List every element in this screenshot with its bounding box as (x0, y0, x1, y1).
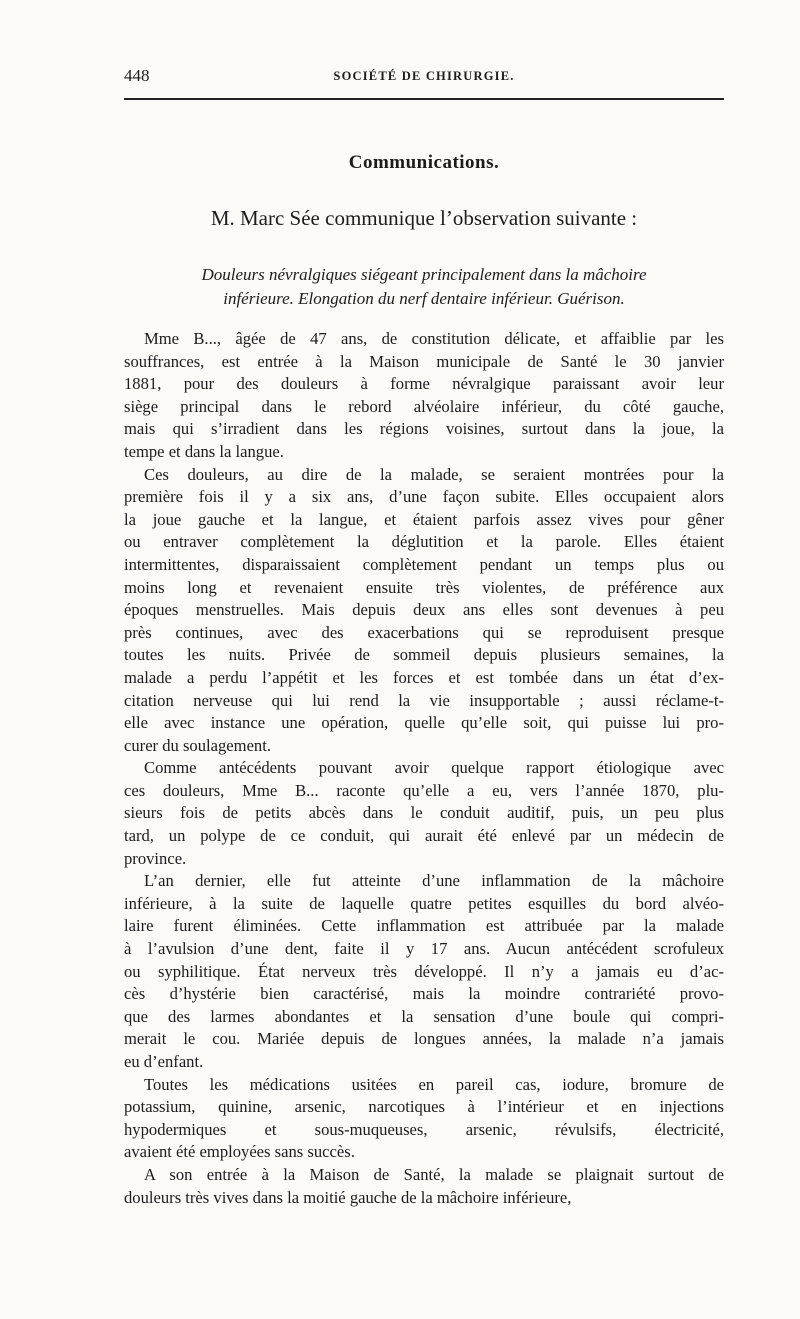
text-line: eu d’enfant. (124, 1052, 204, 1071)
body-text (124, 328, 724, 1209)
text-line: hypodermiques et sous-muqueuses, arsenic, révulsifs, électricité, (124, 1119, 724, 1139)
text-line: merait le cou. Mariée depuis de longues années, la malade n’a jamais (124, 1029, 724, 1049)
text-line: malade a perdu l’appétit et les forces et est tombée dans un état d’ex- (124, 667, 724, 687)
text-line: tard, un polype de ce conduit, qui aurait été enlevé par un médecin de (124, 826, 724, 846)
paragraph (124, 1164, 724, 1209)
paragraph (124, 757, 724, 870)
case-title-line: inférieure. Elongation du nerf dentaire inférieur. Guérison. (223, 289, 625, 308)
text-line: Comme antécédents pouvant avoir quelque rapport étiologique avec (144, 758, 724, 778)
text-line: la joue gauche et la langue, et étaient parfois assez vives pour gêner (124, 509, 724, 529)
header-rule (124, 98, 724, 100)
intro-sentence: M. Marc Sée communique l’observation suivante : (210, 206, 638, 230)
text-line: ou entraver complètement la déglutition et la parole. Elles étaient (124, 532, 724, 552)
text-line: avaient été employées sans succès. (124, 1142, 355, 1162)
text-line: Toutes les médications usitées en pareil cas, iodure, bromure de (144, 1074, 724, 1094)
section-title: Communications. (348, 152, 500, 173)
text-line: que des larmes abondantes et la sensation d’une boule qui compri- (124, 1006, 724, 1026)
text-line: mais qui s’irradient dans les régions voisines, surtout dans la joue, la (124, 419, 724, 439)
text-line: ces douleurs, Mme B... raconte qu’elle a eu, vers l’année 1870, plu- (124, 780, 724, 800)
paragraph (124, 464, 724, 758)
text-line: moins long et revenaient ensuite très violentes, de préférence aux (124, 577, 724, 597)
text-line: souffrances, est entrée à la Maison municipale de Santé le 30 janvier (124, 351, 724, 371)
text-line: tempe et dans la langue. (124, 441, 284, 461)
running-header (124, 66, 724, 88)
text-line: potassium, quinine, arsenic, narcotiques à l’intérieur et en injections (124, 1097, 724, 1117)
case-title-line: Douleurs névralgiques siégeant principalement dans la mâchoire (201, 265, 647, 284)
text-line: sieurs fois de petits abcès dans le conduit auditif, puis, un peu plus (124, 803, 724, 823)
paragraph (124, 1074, 724, 1164)
text-line: Ces douleurs, au dire de la malade, se seraient montrées pour la (144, 464, 724, 484)
text-line: A son entrée à la Maison de Santé, la malade se plaignait surtout de (144, 1164, 724, 1184)
page (124, 0, 724, 1319)
text-line: curer du soulagement. (124, 735, 271, 755)
text-line: laire furent éliminées. Cette inflammation est attribuée par la malade (124, 916, 724, 936)
text-line: province. (124, 848, 187, 868)
text-line: elle avec instance une opération, quelle qu’elle soit, qui puisse lui pro- (124, 713, 724, 733)
text-line: ou syphilitique. État nerveux très développé. Il n’y a jamais eu d’ac- (124, 961, 724, 981)
text-line: à l’avulsion d’une dent, faite il y 17 ans. Aucun antécédent scrofuleux (124, 939, 724, 959)
text-line: 1881, pour des douleurs à forme névralgique paraissant avoir leur (124, 374, 724, 394)
running-head: SOCIÉTÉ DE CHIRURGIE. (333, 69, 515, 83)
case-title (124, 263, 724, 311)
page-number: 448 (124, 66, 150, 85)
text-line: époques menstruelles. Mais depuis deux ans elles sont devenues à peu (124, 600, 724, 620)
text-line: première fois il y a six ans, d’une façon subite. Elles occupaient alors (124, 487, 724, 507)
text-line: inférieure, à la suite de laquelle quatre petites esquilles du bord alvéo- (124, 893, 724, 913)
text-line: intermittentes, disparaissaient complètement pendant un temps plus ou (124, 554, 724, 574)
paragraph (124, 328, 724, 464)
text-line: citation nerveuse qui lui rend la vie insupportable ; aussi réclame-t- (124, 690, 724, 710)
text-line: douleurs très vives dans la moitié gauche de la mâchoire inférieure, (124, 1187, 572, 1207)
text-line: Mme B..., âgée de 47 ans, de constitution délicate, et affaiblie par les (144, 329, 724, 348)
text-line: près continues, avec des exacerbations qui se reproduisent presque (124, 622, 724, 642)
text-line: L’an dernier, elle fut atteinte d’une inflammation de la mâchoire (144, 871, 724, 891)
text-line: cès d’hystérie bien caractérisé, mais la moindre contrariété provo- (124, 984, 724, 1004)
text-line: toutes les nuits. Privée de sommeil depuis plusieurs semaines, la (124, 645, 724, 665)
text-line: siège principal dans le rebord alvéolaire inférieur, du côté gauche, (124, 396, 724, 416)
paragraph (124, 870, 724, 1073)
